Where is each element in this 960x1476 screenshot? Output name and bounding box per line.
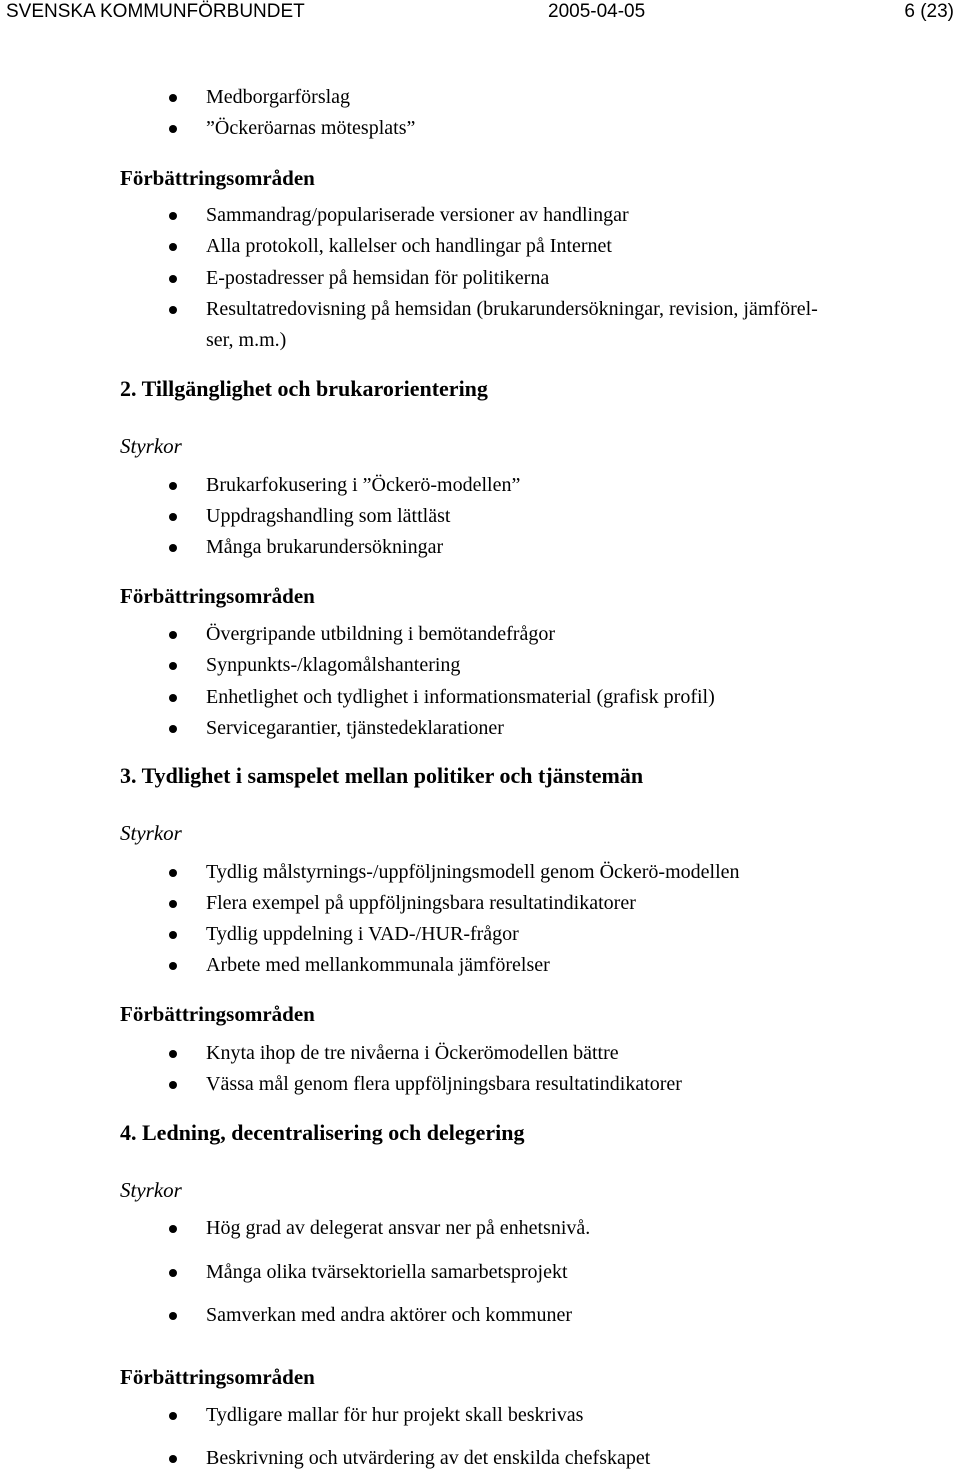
text: Övergripande utbildning i bemötandefrågor <box>206 623 555 645</box>
bullet-item <box>206 474 520 497</box>
text: Servicegarantier, tjänstedeklarationer <box>206 717 504 739</box>
header-organization: SVENSKA KOMMUNFÖRBUNDET <box>6 1 305 22</box>
improvement-areas-heading <box>120 1002 315 1027</box>
section-heading <box>120 1120 525 1146</box>
bullet-item <box>206 1073 682 1096</box>
text: Brukarfokusering i ”Öckerö-modellen” <box>206 474 521 496</box>
bullet-item <box>206 117 415 140</box>
bullet-item <box>206 204 629 227</box>
bullet-icon <box>169 1269 177 1277</box>
bullet-item <box>206 1447 650 1470</box>
bullet-icon <box>169 212 177 220</box>
text: Många brukarundersökningar <box>206 536 444 558</box>
bullet-icon <box>169 1225 177 1233</box>
bullet-icon <box>169 482 177 490</box>
strengths-heading <box>120 821 182 846</box>
text: Tydlig uppdelning i VAD-/HUR-frågor <box>206 923 519 945</box>
bullet-icon <box>169 869 177 877</box>
bullet-item <box>206 298 818 321</box>
improvement-areas-heading <box>120 166 315 191</box>
bullet-item <box>206 861 740 884</box>
text: Uppdragshandling som lättläst <box>206 505 451 527</box>
text: Hög grad av delegerat ansvar ner på enhetsnivå. <box>206 1217 591 1239</box>
text: Styrkor <box>120 434 182 458</box>
bullet-icon <box>169 725 177 733</box>
header-date: 2005-04-05 <box>548 1 646 22</box>
improvement-areas-heading <box>120 1365 315 1390</box>
text: Förbättringsområden <box>120 584 315 608</box>
header-page-number: 6 (23) <box>904 1 954 22</box>
bullet-icon <box>169 243 177 251</box>
text: Förbättringsområden <box>120 1365 315 1389</box>
strengths-heading <box>120 434 182 459</box>
bullet-item <box>206 536 443 559</box>
text: Sammandrag/populariserade versioner av handlingar <box>206 204 629 226</box>
bullet-item <box>206 623 555 646</box>
bullet-icon <box>169 694 177 702</box>
text: Många olika tvärsektoriella samarbetsprojekt <box>206 1261 568 1283</box>
bullet-item <box>206 717 504 740</box>
bullet-icon <box>169 1050 177 1058</box>
text: Synpunkts-/klagomålshantering <box>206 654 461 676</box>
text: Samverkan med andra aktörer och kommuner <box>206 1304 572 1326</box>
text: Flera exempel på uppföljningsbara resultatindikatorer <box>206 892 636 914</box>
bullet-icon <box>169 544 177 552</box>
text: Tydligare mallar för hur projekt skall beskrivas <box>206 1404 584 1426</box>
bullet-icon <box>169 1412 177 1420</box>
bullet-item <box>206 505 450 528</box>
text: Förbättringsområden <box>120 1002 315 1026</box>
bullet-item <box>206 654 460 677</box>
text: Resultatredovisning på hemsidan (brukarundersökningar, revision, jämförel- <box>206 298 818 320</box>
section-heading <box>120 763 643 789</box>
bullet-item <box>206 954 550 977</box>
text: Styrkor <box>120 821 182 845</box>
bullet-icon <box>169 1312 177 1320</box>
text: Förbättringsområden <box>120 166 315 190</box>
text: ser, m.m.) <box>206 329 287 351</box>
bullet-icon <box>169 631 177 639</box>
text: Beskrivning och utvärdering av det enskilda chefskapet <box>206 1447 651 1469</box>
text: Vässa mål genom flera uppföljningsbara resultatindikatorer <box>206 1073 682 1095</box>
text: Styrkor <box>120 1178 182 1202</box>
bullet-item <box>206 267 549 290</box>
text: 4. Ledning, decentralisering och delegering <box>120 1120 525 1145</box>
bullet-item-continuation <box>206 329 286 352</box>
bullet-item <box>206 1217 590 1240</box>
bullet-item <box>206 1304 572 1327</box>
bullet-item <box>206 686 715 709</box>
section-heading <box>120 376 488 402</box>
bullet-icon <box>169 662 177 670</box>
bullet-icon <box>169 1081 177 1089</box>
bullet-icon <box>169 962 177 970</box>
bullet-item <box>206 923 519 946</box>
improvement-areas-heading <box>120 584 315 609</box>
bullet-item <box>206 1042 619 1065</box>
bullet-item <box>206 1404 583 1427</box>
bullet-icon <box>169 1455 177 1463</box>
text: Arbete med mellankommunala jämförelser <box>206 954 550 976</box>
text: ”Öckeröarnas mötesplats” <box>206 117 416 139</box>
bullet-icon <box>169 931 177 939</box>
text: 2. Tillgänglighet och brukarorientering <box>120 376 488 401</box>
text: Medborgarförslag <box>206 86 351 108</box>
bullet-item <box>206 1261 568 1284</box>
bullet-item <box>206 86 350 109</box>
page-header <box>0 0 960 26</box>
bullet-item <box>206 892 636 915</box>
bullet-icon <box>169 900 177 908</box>
text: Tydlig målstyrnings-/uppföljningsmodell genom Öckerö-modellen <box>206 861 740 883</box>
text: Enhetlighet och tydlighet i informationsmaterial (grafisk profil) <box>206 686 715 708</box>
bullet-icon <box>169 513 177 521</box>
text: Alla protokoll, kallelser och handlingar på Internet <box>206 235 612 257</box>
bullet-icon <box>169 306 177 314</box>
bullet-item <box>206 235 612 258</box>
text: 3. Tydlighet i samspelet mellan politiker och tjänstemän <box>120 763 644 788</box>
bullet-icon <box>169 125 177 133</box>
strengths-heading <box>120 1178 182 1203</box>
text: E-postadresser på hemsidan för politikerna <box>206 267 550 289</box>
bullet-icon <box>169 275 177 283</box>
text: Knyta ihop de tre nivåerna i Öckerömodellen bättre <box>206 1042 619 1064</box>
bullet-icon <box>169 94 177 102</box>
